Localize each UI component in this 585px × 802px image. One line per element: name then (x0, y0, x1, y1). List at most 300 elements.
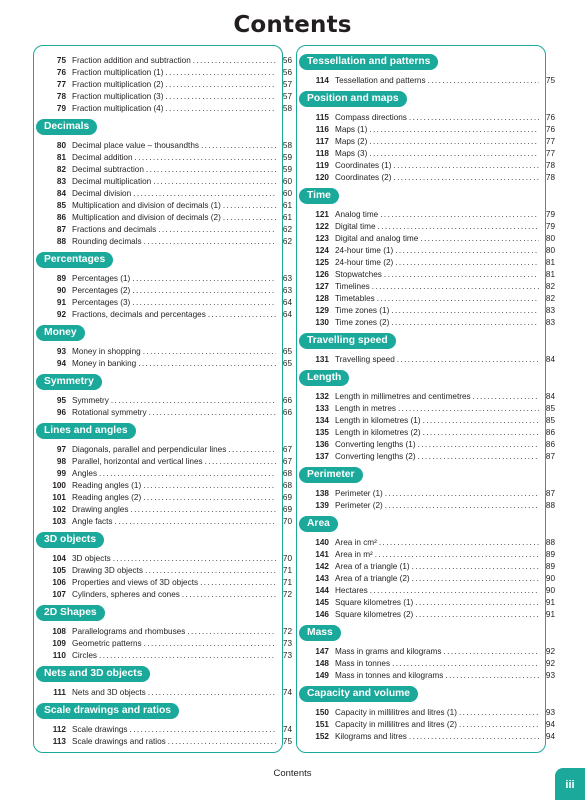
dot-leader (409, 731, 539, 743)
unit-title: Capacity in millilitres and litres (2) (335, 720, 457, 729)
dot-leader (165, 103, 276, 115)
contents-entry (297, 549, 559, 561)
unit-title: Travelling speed (335, 355, 395, 364)
page-ref: 75 (545, 76, 555, 85)
page-ref: 85 (545, 416, 555, 425)
unit-title: Area in m² (335, 550, 373, 559)
dot-leader (208, 309, 276, 321)
unit-title: Scale drawings and ratios (72, 737, 166, 746)
dot-leader (391, 305, 539, 317)
unit-number: 137 (315, 452, 329, 461)
unit-title: Analog time (335, 210, 379, 219)
section-items (34, 724, 296, 748)
page-ref: 71 (282, 578, 292, 587)
unit-title: Percentages (2) (72, 286, 131, 295)
unit-number: 90 (56, 286, 66, 295)
dot-leader (138, 358, 276, 370)
section-items (297, 537, 559, 621)
contents-entry (297, 281, 559, 293)
unit-title: Hectares (335, 586, 368, 595)
dot-leader (130, 724, 276, 736)
dot-leader (395, 257, 539, 269)
section-items (297, 391, 559, 463)
dot-leader (391, 317, 539, 329)
unit-number: 151 (315, 720, 329, 729)
unit-title: Time zones (2) (335, 318, 390, 327)
unit-number: 112 (52, 725, 66, 734)
dot-leader (113, 553, 276, 565)
page-ref: 61 (282, 213, 292, 222)
dot-leader (223, 212, 276, 224)
unit-number: 133 (315, 404, 329, 413)
contents-section (297, 621, 559, 682)
unit-title: Time zones (1) (335, 306, 390, 315)
dot-leader (418, 439, 539, 451)
unit-number: 130 (315, 318, 329, 327)
contents-entry (34, 468, 296, 480)
contents-entry (34, 224, 296, 236)
contents-section (34, 55, 296, 115)
section-items (34, 140, 296, 248)
unit-title: Rotational symmetry (72, 408, 147, 417)
unit-number: 99 (56, 469, 66, 478)
contents-entry (34, 236, 296, 248)
page-ref: 88 (545, 538, 555, 547)
section-heading: Perimeter (299, 467, 363, 483)
contents-entry (34, 480, 296, 492)
section-heading: Time (299, 188, 339, 204)
section-heading: Symmetry (36, 374, 102, 390)
page-ref: 59 (282, 165, 292, 174)
section-items (297, 354, 559, 366)
unit-title: Decimal place value – thousandths (72, 141, 199, 150)
dot-leader (111, 395, 276, 407)
contents-section (297, 50, 559, 87)
contents-entry (297, 403, 559, 415)
page-ref: 66 (282, 408, 292, 417)
section-items (297, 707, 559, 743)
page-ref: 58 (282, 141, 292, 150)
unit-title: Mass in tonnes and kilograms (335, 671, 444, 680)
unit-number: 88 (56, 237, 66, 246)
contents-entry (34, 504, 296, 516)
section-heading: Money (36, 325, 85, 341)
contents-entry (297, 573, 559, 585)
contents-entry (297, 148, 559, 160)
dot-leader (385, 500, 539, 512)
unit-title: Nets and 3D objects (72, 688, 146, 697)
contents-section (297, 184, 559, 329)
dot-leader (379, 537, 539, 549)
unit-number: 83 (56, 177, 66, 186)
page-ref: 87 (545, 452, 555, 461)
unit-title: Digital time (335, 222, 376, 231)
unit-number: 125 (315, 258, 329, 267)
section-heading: Length (299, 370, 349, 386)
unit-number: 96 (56, 408, 66, 417)
page-ref: 87 (545, 489, 555, 498)
unit-number: 139 (315, 501, 329, 510)
unit-title: Fractions and decimals (72, 225, 157, 234)
page-ref: 65 (282, 347, 292, 356)
unit-title: Parallelograms and rhombuses (72, 627, 186, 636)
page-ref: 60 (282, 177, 292, 186)
dot-leader (99, 650, 276, 662)
section-items (34, 346, 296, 370)
unit-number: 144 (315, 586, 329, 595)
page-ref: 93 (545, 671, 555, 680)
page-ref: 92 (545, 647, 555, 656)
contents-entry (297, 160, 559, 172)
contents-entry (34, 565, 296, 577)
section-items (34, 55, 296, 115)
page-ref: 73 (282, 651, 292, 660)
unit-number: 106 (52, 578, 66, 587)
page-ref: 76 (545, 125, 555, 134)
section-heading: Lines and angles (36, 423, 136, 439)
unit-number: 116 (315, 125, 329, 134)
dot-leader (428, 75, 539, 87)
unit-number: 89 (56, 274, 66, 283)
unit-title: Length in metres (335, 404, 396, 413)
dot-leader (143, 346, 276, 358)
section-heading: Position and maps (299, 91, 407, 107)
unit-number: 131 (315, 355, 329, 364)
dot-leader (473, 391, 539, 403)
contents-section (34, 419, 296, 528)
dot-leader (165, 67, 276, 79)
page-ref: 79 (545, 222, 555, 231)
contents-entry (34, 273, 296, 285)
contents-section (34, 662, 296, 699)
contents-entry (34, 164, 296, 176)
unit-number: 128 (315, 294, 329, 303)
page-ref: 86 (545, 428, 555, 437)
section-items (34, 395, 296, 419)
contents-entry (297, 670, 559, 682)
unit-number: 108 (52, 627, 66, 636)
contents-entry (297, 221, 559, 233)
unit-number: 114 (315, 76, 329, 85)
contents-entry (34, 152, 296, 164)
section-heading: Nets and 3D objects (36, 666, 150, 682)
section-heading: Mass (299, 625, 341, 641)
unit-title: Kilograms and litres (335, 732, 407, 741)
unit-title: Coordinates (1) (335, 161, 392, 170)
unit-title: Area of a triangle (1) (335, 562, 410, 571)
unit-number: 135 (315, 428, 329, 437)
unit-title: 24-hour time (1) (335, 246, 394, 255)
page-ref: 81 (545, 258, 555, 267)
contents-entry (34, 492, 296, 504)
section-heading: Area (299, 516, 338, 532)
page-ref: 57 (282, 92, 292, 101)
unit-number: 123 (315, 234, 329, 243)
contents-entry (34, 589, 296, 601)
unit-number: 104 (52, 554, 66, 563)
page-ref: 72 (282, 627, 292, 636)
section-heading: Percentages (36, 252, 113, 268)
unit-title: Angle facts (72, 517, 113, 526)
unit-title: Length in kilometres (1) (335, 416, 421, 425)
contents-section (297, 329, 559, 366)
page-number-tab: iii (555, 768, 585, 800)
dot-leader (143, 480, 276, 492)
dot-leader (165, 79, 276, 91)
page-ref: 70 (282, 554, 292, 563)
unit-number: 110 (52, 651, 66, 660)
contents-entry (297, 354, 559, 366)
unit-number: 124 (315, 246, 329, 255)
unit-title: Symmetry (72, 396, 109, 405)
page-ref: 64 (282, 298, 292, 307)
unit-number: 80 (56, 141, 66, 150)
unit-title: Money in shopping (72, 347, 141, 356)
dot-leader (423, 415, 539, 427)
contents-section (297, 463, 559, 512)
dot-leader (398, 403, 539, 415)
unit-title: Properties and views of 3D objects (72, 578, 199, 587)
unit-number: 126 (315, 270, 329, 279)
contents-section (297, 87, 559, 184)
contents-entry (297, 439, 559, 451)
dot-leader (149, 407, 276, 419)
page-ref: 78 (545, 161, 555, 170)
contents-entry (34, 55, 296, 67)
unit-number: 97 (56, 445, 66, 454)
contents-entry (34, 650, 296, 662)
dot-leader (459, 707, 539, 719)
contents-entry (34, 79, 296, 91)
dot-leader (385, 488, 539, 500)
contents-entry (34, 285, 296, 297)
unit-title: Drawing angles (72, 505, 129, 514)
unit-number: 115 (315, 113, 329, 122)
unit-number: 141 (315, 550, 329, 559)
page-ref: 88 (545, 501, 555, 510)
page-ref: 82 (545, 294, 555, 303)
unit-number: 111 (53, 688, 66, 697)
unit-number: 113 (52, 737, 66, 746)
page-ref: 67 (282, 445, 292, 454)
unit-number: 146 (315, 610, 329, 619)
dot-leader (392, 658, 539, 670)
unit-number: 149 (315, 671, 329, 680)
unit-title: Maps (2) (335, 137, 368, 146)
section-items (34, 687, 296, 699)
unit-number: 122 (315, 222, 329, 231)
page-title: Contents (233, 12, 352, 38)
page-ref: 65 (282, 359, 292, 368)
contents-section (34, 528, 296, 601)
section-heading: 2D Shapes (36, 605, 105, 621)
unit-number: 120 (315, 173, 329, 182)
dot-leader (168, 736, 276, 748)
unit-number: 143 (315, 574, 329, 583)
unit-title: Square kilometres (2) (335, 610, 414, 619)
contents-entry (34, 456, 296, 468)
unit-number: 93 (56, 347, 66, 356)
contents-entry (34, 103, 296, 115)
dot-leader (193, 55, 276, 67)
dot-leader (205, 456, 276, 468)
dot-leader (380, 209, 539, 221)
page-ref: 66 (282, 396, 292, 405)
page-ref: 94 (545, 732, 555, 741)
unit-title: Decimal multiplication (72, 177, 152, 186)
unit-title: Length in kilometres (2) (335, 428, 421, 437)
unit-title: Compass directions (335, 113, 407, 122)
dot-leader (133, 188, 276, 200)
dot-leader (130, 504, 276, 516)
unit-title: Fraction multiplication (1) (72, 68, 164, 77)
page-ref: 70 (282, 517, 292, 526)
unit-title: Capacity in millilitres and litres (1) (335, 708, 457, 717)
dot-leader (409, 112, 539, 124)
dot-leader (377, 293, 539, 305)
unit-number: 101 (52, 493, 66, 502)
contents-entry (34, 444, 296, 456)
section-heading: Capacity and volume (299, 686, 418, 702)
contents-section (297, 682, 559, 743)
dot-leader (369, 136, 539, 148)
unit-number: 150 (315, 708, 329, 717)
contents-entry (297, 391, 559, 403)
unit-number: 105 (52, 566, 66, 575)
contents-entry (34, 516, 296, 528)
section-items (297, 75, 559, 87)
dot-leader (445, 670, 539, 682)
dot-leader (200, 577, 276, 589)
page-ref: 61 (282, 201, 292, 210)
page-ref: 60 (282, 189, 292, 198)
contents-entry (34, 212, 296, 224)
unit-title: Converting lengths (1) (335, 440, 416, 449)
page-ref: 89 (545, 550, 555, 559)
dot-leader (135, 152, 276, 164)
contents-entry (34, 724, 296, 736)
page-ref: 56 (282, 68, 292, 77)
page-ref: 58 (282, 104, 292, 113)
page-ref: 72 (282, 590, 292, 599)
unit-title: Mass in grams and kilograms (335, 647, 442, 656)
unit-number: 129 (315, 306, 329, 315)
contents-entry (297, 269, 559, 281)
page-ref: 80 (545, 234, 555, 243)
unit-title: Multiplication and division of decimals (2) (72, 213, 221, 222)
page-ref: 62 (282, 225, 292, 234)
page-ref: 74 (282, 688, 292, 697)
unit-title: Decimal subtraction (72, 165, 144, 174)
unit-number: 142 (315, 562, 329, 571)
unit-title: Money in banking (72, 359, 137, 368)
unit-number: 148 (315, 659, 329, 668)
unit-number: 121 (315, 210, 329, 219)
unit-title: Tessellation and patterns (335, 76, 426, 85)
dot-leader (370, 585, 539, 597)
contents-section (34, 248, 296, 321)
unit-title: Area of a triangle (2) (335, 574, 410, 583)
unit-title: Reading angles (2) (72, 493, 142, 502)
contents-entry (297, 293, 559, 305)
page-ref: 90 (545, 574, 555, 583)
unit-title: Area in cm² (335, 538, 377, 547)
page-ref: 83 (545, 306, 555, 315)
dot-leader (420, 233, 539, 245)
page-ref: 57 (282, 80, 292, 89)
dot-leader (395, 245, 539, 257)
unit-title: Coordinates (2) (335, 173, 392, 182)
unit-number: 134 (315, 416, 329, 425)
contents-entry (34, 346, 296, 358)
section-heading: 3D objects (36, 532, 104, 548)
dot-leader (182, 589, 276, 601)
unit-number: 92 (56, 310, 66, 319)
unit-number: 145 (315, 598, 329, 607)
unit-title: Converting lengths (2) (335, 452, 416, 461)
page-ref: 84 (545, 355, 555, 364)
contents-entry (297, 245, 559, 257)
contents-column-left (34, 50, 296, 748)
unit-number: 147 (315, 647, 329, 656)
contents-entry (34, 297, 296, 309)
dot-leader (412, 561, 539, 573)
dot-leader (132, 297, 276, 309)
unit-title: Scale drawings (72, 725, 128, 734)
contents-entry (297, 585, 559, 597)
contents-entry (34, 67, 296, 79)
contents-entry (297, 537, 559, 549)
dot-leader (412, 573, 539, 585)
page-ref: 89 (545, 562, 555, 571)
unit-number: 85 (56, 201, 66, 210)
page-ref: 83 (545, 318, 555, 327)
unit-number: 95 (56, 396, 66, 405)
contents-entry (34, 553, 296, 565)
dot-leader (165, 91, 276, 103)
unit-title: Timelines (335, 282, 370, 291)
page-ref: 69 (282, 505, 292, 514)
page-ref: 86 (545, 440, 555, 449)
contents-entry (34, 687, 296, 699)
contents-entry (34, 176, 296, 188)
dot-leader (201, 140, 276, 152)
dot-leader (369, 124, 539, 136)
unit-number: 132 (315, 392, 329, 401)
unit-title: Reading angles (1) (72, 481, 142, 490)
dot-leader (443, 646, 539, 658)
page-ref: 81 (545, 270, 555, 279)
contents-entry (34, 309, 296, 321)
unit-number: 109 (52, 639, 66, 648)
unit-number: 77 (56, 80, 66, 89)
dot-leader (372, 281, 539, 293)
contents-section (34, 370, 296, 419)
unit-number: 107 (52, 590, 66, 599)
unit-title: Diagonals, parallel and perpendicular lines (72, 445, 227, 454)
page-ref: 92 (545, 659, 555, 668)
unit-number: 87 (56, 225, 66, 234)
contents-section (34, 321, 296, 370)
contents-entry (297, 707, 559, 719)
contents-entry (34, 395, 296, 407)
contents-entry (297, 209, 559, 221)
unit-number: 100 (52, 481, 66, 490)
page-ref: 91 (545, 610, 555, 619)
page-ref: 63 (282, 274, 292, 283)
section-items (297, 646, 559, 682)
section-items (34, 626, 296, 662)
